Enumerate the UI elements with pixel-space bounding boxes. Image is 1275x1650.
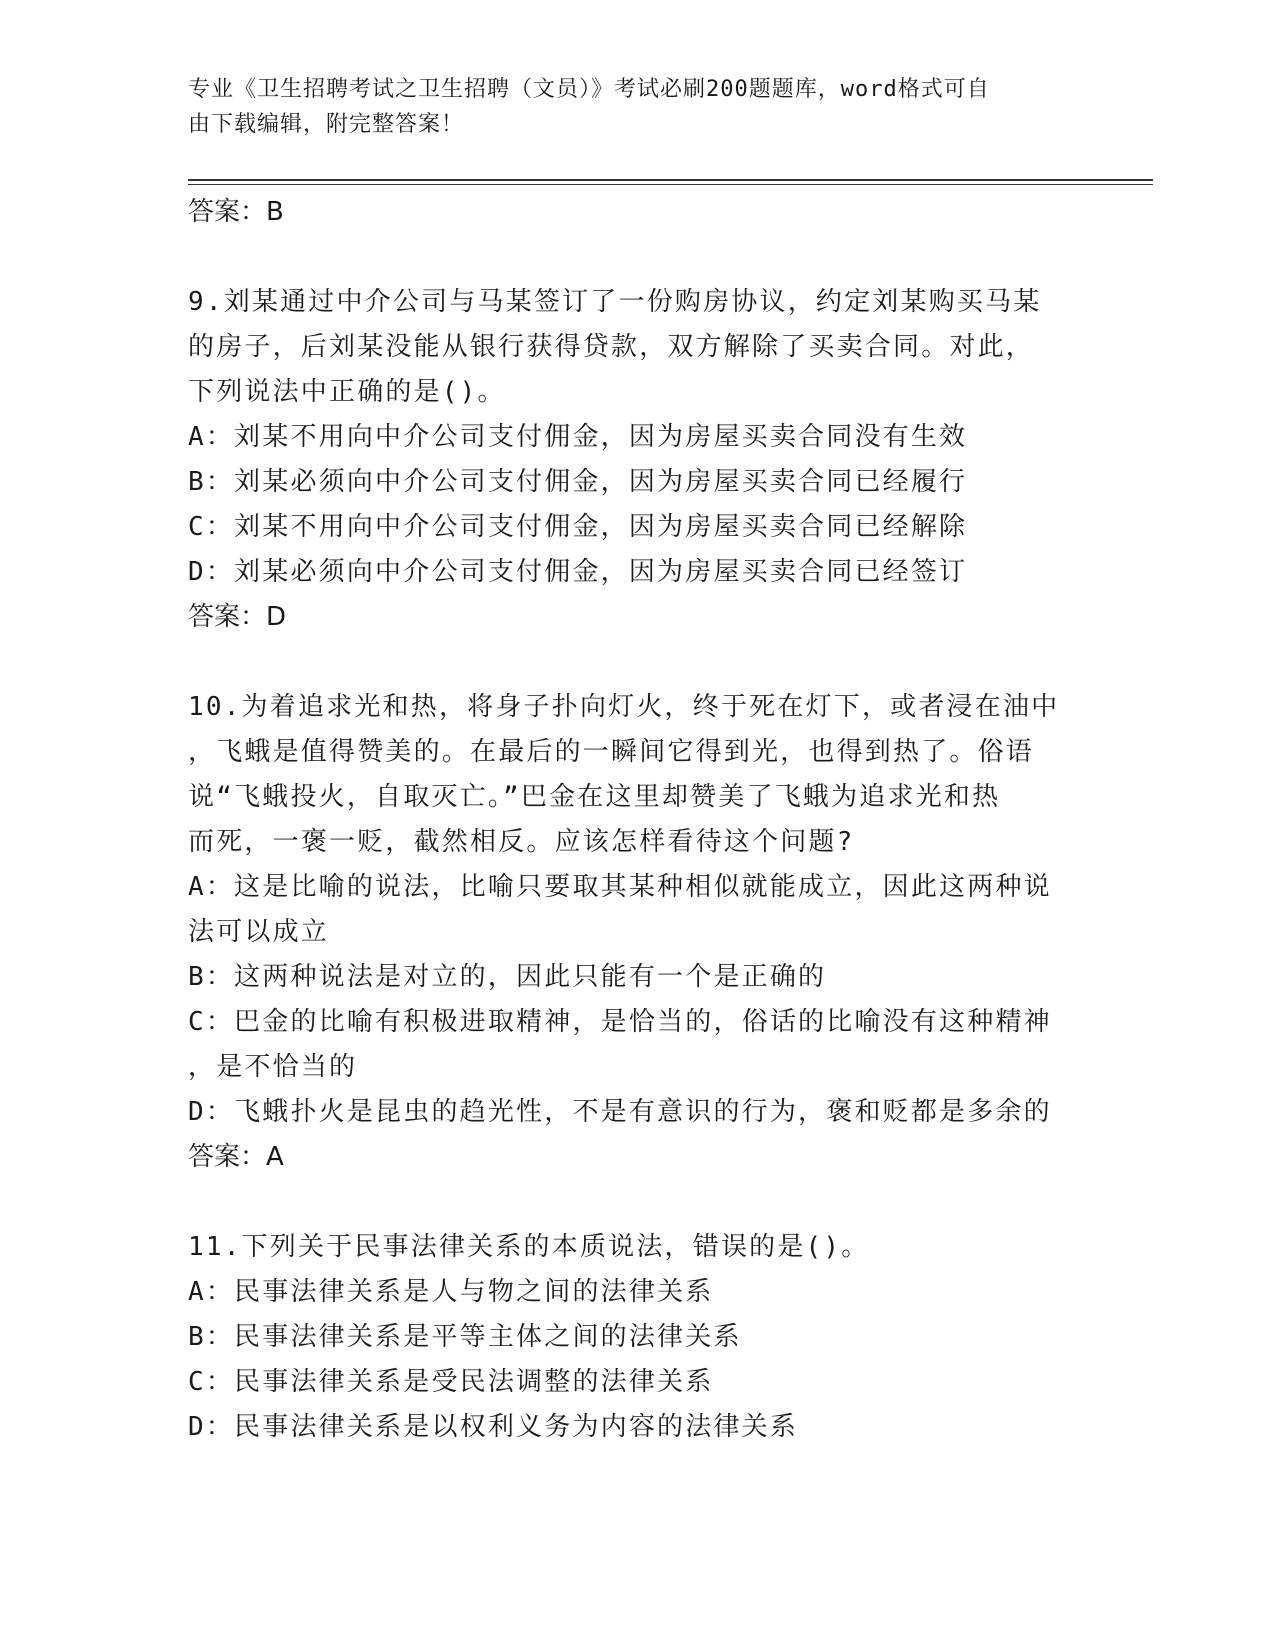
question-9 <box>188 280 1088 639</box>
question-content <box>188 190 1088 1450</box>
option-c: C：刘某不用向中介公司支付佣金，因为房屋买卖合同已经解除 <box>188 512 968 542</box>
option-a: A：这是比喻的说法，比喻只要取其某种相似就能成立，因此这两种说 <box>188 872 1052 902</box>
option-b: B：这两种说法是对立的，因此只能有一个是正确的 <box>188 962 827 992</box>
answer-line: 答案：A <box>188 1142 284 1172</box>
spacer <box>188 639 1088 685</box>
question-stem-line: 说“飞蛾投火，自取灭亡。”巴金在这里却赞美了飞蛾为追求光和热 <box>188 782 1001 812</box>
option-a-continued: 法可以成立 <box>188 917 330 947</box>
header-rule-thick <box>188 179 1153 181</box>
question-stem-line: 9.刘某通过中介公司与马某签订了一份购房协议，约定刘某购买马某 <box>188 287 1042 317</box>
question-10 <box>188 685 1088 1179</box>
question-stem-line: 而死，一褒一贬，截然相反。应该怎样看待这个问题? <box>188 827 855 857</box>
header-line-1: 专业《卫生招聘考试之卫生招聘（文员）》考试必刷200题题库，word格式可自 <box>188 77 990 102</box>
option-c: C：巴金的比喻有积极进取精神，是恰当的，俗话的比喻没有这种精神 <box>188 1007 1052 1037</box>
option-c-continued: ，是不恰当的 <box>188 1052 358 1082</box>
option-d: D：刘某必须向中介公司支付佣金，因为房屋买卖合同已经签订 <box>188 557 968 587</box>
question-11 <box>188 1225 1088 1450</box>
previous-answer: 答案：B <box>188 197 284 227</box>
question-stem-line: ，飞蛾是值得赞美的。在最后的一瞬间它得到光，也得到热了。俗语 <box>188 737 1035 767</box>
option-d: D：民事法律关系是以权利义务为内容的法律关系 <box>188 1412 799 1442</box>
option-d: D：飞蛾扑火是昆虫的趋光性，不是有意识的行为，褒和贬都是多余的 <box>188 1097 1052 1127</box>
spacer <box>188 1179 1088 1225</box>
question-stem-line: 10.为着追求光和热，将身子扑向灯火，终于死在灯下，或者浸在油中 <box>188 692 1060 722</box>
option-c: C：民事法律关系是受民法调整的法律关系 <box>188 1367 714 1397</box>
option-b: B：刘某必须向中介公司支付佣金，因为房屋买卖合同已经履行 <box>188 467 968 497</box>
answer-line: 答案：D <box>188 602 287 632</box>
question-stem-line: 11.下列关于民事法律关系的本质说法，错误的是()。 <box>188 1232 870 1262</box>
question-stem-line: 下列说法中正确的是()。 <box>188 377 506 407</box>
spacer <box>188 234 1088 280</box>
question-stem-line: 的房子，后刘某没能从银行获得贷款，双方解除了买卖合同。对此， <box>188 332 1035 362</box>
option-a: A：刘某不用向中介公司支付佣金，因为房屋买卖合同没有生效 <box>188 422 968 452</box>
option-a: A：民事法律关系是人与物之间的法律关系 <box>188 1277 714 1307</box>
header-line-2: 由下载编辑，附完整答案！ <box>188 112 465 137</box>
page-header <box>188 72 1088 142</box>
header-rule-thin <box>188 184 1153 185</box>
option-b: B：民事法律关系是平等主体之间的法律关系 <box>188 1322 742 1352</box>
